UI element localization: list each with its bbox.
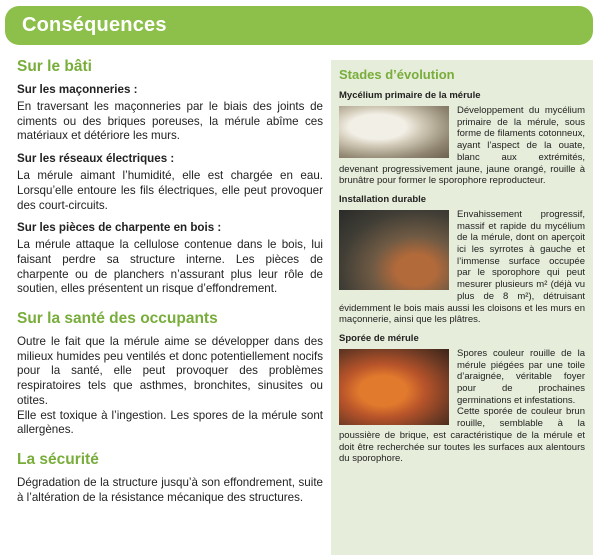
stage-title-mycelium: Mycélium primaire de la mérule: [339, 90, 481, 101]
stage-text-sporee-1: Spores couleur rouille de la mérule piégées par une toile d’araignée, véritable foyer pour de prochaines germinations et infestations.: [457, 347, 585, 406]
stage-mycelium: [339, 105, 585, 187]
paragraph-sante-2: Elle est toxique à l’ingestion. Les spores de la mérule sont allergènes.: [17, 408, 323, 437]
heading-securite: La sécurité: [17, 450, 99, 468]
subheading-reseaux: Sur les réseaux électriques :: [17, 152, 175, 166]
banner-title: Conséquences: [22, 14, 167, 36]
heading-sante: Sur la santé des occupants: [17, 310, 218, 328]
stage-text-sporee-2: Cette sporée de couleur brun rouille, semblable à la poussière de brique, est caractéristique de la mérule et doit être recherchée sur toutes les surfaces aux alentours du sporophore.: [339, 406, 585, 465]
stage-title-sporee: Sporée de mérule: [339, 332, 419, 344]
stage-text-mycelium: Développement du mycélium primaire de la mérule, sous forme de filaments cotonneux, ayant l’aspect de la ouate, blanc aux extrémités, devenant progressivement jaune, jaune orangé, rouille à brunâtre pour former le sporophore reproducteur.: [339, 105, 585, 187]
paragraph-sante-1: Outre le fait que la mérule aime se développer dans des milieux humides peu ventilés et donc potentiellement nocifs pour la santé, elle peut provoquer des problèmes respiratoires tels que asthmes, bronchites, sinusites ou otites.: [17, 335, 323, 407]
heading-bati: Sur le bâti: [17, 58, 92, 75]
subheading-maconneries: Sur les maçonneries :: [17, 83, 138, 96]
paragraph-charpente: La mérule attaque la cellulose contenue dans le bois, lui faisant perdre sa structure interne. Les pièces de charpente ou de planchers n’assurant plus leur rôle de soutien, elles présentent un risque d’effondrement.: [17, 238, 323, 296]
sidebar-heading: Stades d’évolution: [339, 67, 455, 82]
left-column: [17, 58, 323, 505]
stage-text-installation: Envahissement progressif, massif et rapide du mycélium de la mérule, dont on aperçoit ici les syrrotes à gauche et l’immense surface occupée par le sporophore qui peut mesurer plusieurs m² (déjà vu plus de 8 m²), détruisant évidemment le bois mais aussi les cloisons et les murs en maçonnerie, ainsi que les plâtres.: [339, 208, 585, 326]
paragraph-reseaux: La mérule aimant l’humidité, elle est chargée en eau. Lorsqu’elle entoure les fils électriques, elle peut provoquer des court-circuits.: [17, 169, 323, 212]
subheading-charpente: Sur les pièces de charpente en bois :: [17, 221, 222, 235]
stage-sporee: [339, 348, 585, 465]
paragraph-maconneries: En traversant les maçonneries par le biais des joints de ciments ou des briques poreuses, la mérule abîme ces matériaux et détériore les murs.: [17, 100, 323, 143]
installation-photo: [339, 210, 449, 290]
evolution-sidebar: [331, 60, 593, 555]
section-banner: [5, 6, 593, 45]
sporee-photo: [339, 349, 449, 425]
stage-title-installation: Installation durable: [339, 193, 427, 205]
stage-installation: [339, 209, 585, 326]
mycelium-photo: [339, 106, 449, 158]
paragraph-securite: Dégradation de la structure jusqu’à son effondrement, suite à l’altération de la résistance mécanique des structures.: [17, 475, 323, 504]
